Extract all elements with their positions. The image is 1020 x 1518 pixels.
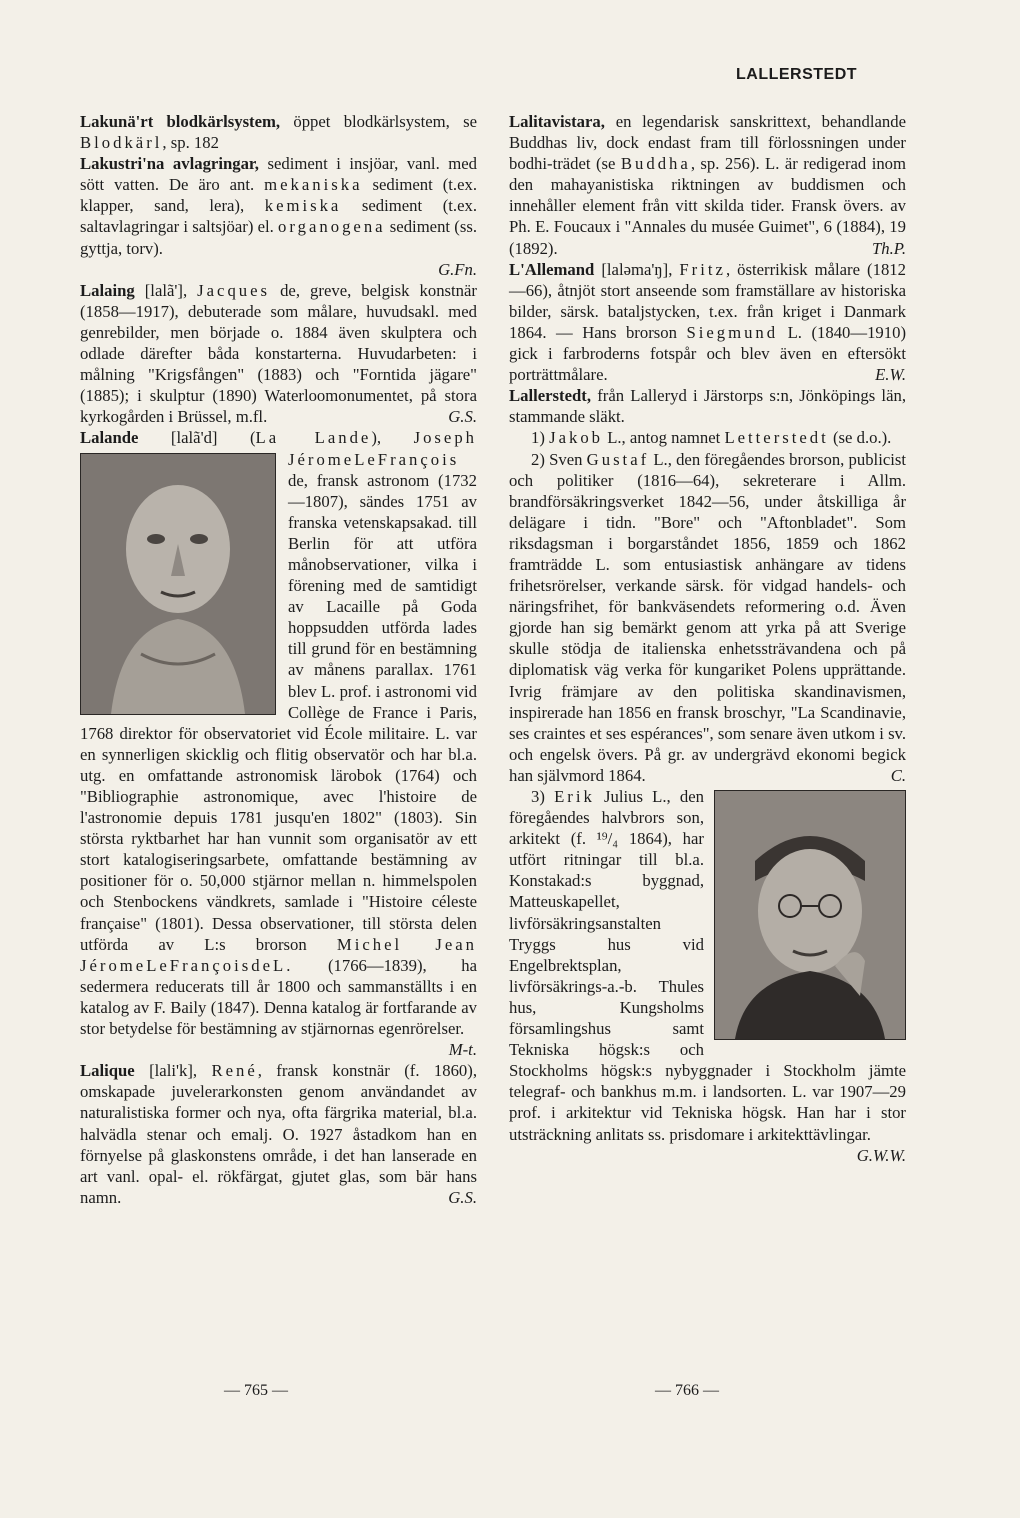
headword: Lalique xyxy=(80,1061,135,1081)
page-number-right: — 766 — xyxy=(655,1382,719,1399)
page-number-left: — 765 — xyxy=(224,1382,288,1399)
entry-text: de, fransk astronom (1732—1807), sändes 1751 av franska vetenskapsakad. till Berlin för att utföra månobservationer, vilka i förening med de samtidigt av Lacaille på Goda hoppsudden utförda lades till grund för en bestämning av månens parallax. 1761 blev L. prof. i astronomi vid Collège de France i Paris, 1768 direktor för observatoriet vid École militaire. L. var en synnerligen skicklig och flitig observatör och har bl.a. utg. en omfattande astronomisk lärobok (1764) och "Bibliographie astronomique, avec l'histoire de l'astronomie depuis 1781 jusqu'en 1802" (1803). Sin största ryktbarhet har han vunnit som organisatör av ett stort katalogiseringsarbete, omfattande bestämning av positioner för o. 50,000 stjärnor mellan n. himmelspolen och Stenbockens vändkrets, samlade i "Histoire céleste française" (1801). Dessa observationer, till största delen utförda av L:s brorson xyxy=(80,470,477,954)
entry-text: (se d.o.). xyxy=(828,428,892,448)
running-head: LALLERSTEDT xyxy=(736,66,858,83)
signature: Th.P. xyxy=(871,238,906,258)
spaced-term: organogena xyxy=(278,217,386,237)
entry-text: , österrikisk målare (1812—66), åtnjöt stort anseende som framställare av historiska bilder, särsk. bataljstycken, t.ex. från kriget i Danmark 1864. — Hans brorson xyxy=(509,259,906,342)
given-name: Jacques xyxy=(197,280,271,300)
entry-lakustrina xyxy=(80,153,477,279)
given-name: Siegmund xyxy=(686,322,779,342)
headword: L'Allemand xyxy=(509,259,595,279)
entry-text: L., antog namnet xyxy=(603,428,725,448)
cross-ref: Blodkärl xyxy=(80,133,163,153)
lallerstedt-item-1 xyxy=(509,427,906,448)
entry-lalaing xyxy=(80,280,477,428)
lallerstedt-item-3 xyxy=(509,786,906,1165)
signature: M-t. xyxy=(448,1040,477,1060)
entry-text: (1766—1839), ha sedermera reducerats till år 1800 och sammanställts i en katalog av F. Baily (1847). Denna katalog är fortfarande av stor betydelse för bestämning av stjärnornas egenrörelser. xyxy=(80,955,477,1039)
entry-text: en legendarisk sanskrittext, behandlande Buddhas liv, dock endast fram till förlossningen under bodhi-trädet (se xyxy=(509,112,906,174)
lalande-portrait-image xyxy=(80,453,276,715)
entry-text: L., den föregåendes brorson, publicist och politiker (1816—64), sekreterare i Allm. brandförsäkringsverket 1842—56, under åtskilliga år delägare i tidn. "Bore" och "Aftonbladet". Som riksdagsman i borgarståndet 1856, 1859 och 1862 framträdde L. som entusiastisk anhängare av tidens frihetsrörelser, verkande särsk. för vidgad handels- och näringsfrihet, för bankväsendets reformering o.d. Även gjorde han sig bemärkt genom att yrka på att Sverige skulle stödja de italienska enhetssträvandena och på diplomatisk väg verka för kungariket Polens upprättande. Ivrig främjare av den politiska skandinavismen, inspirerade han 1856 en fransk broschyr, "La Scandinavie, ses craintes et ses espérances", som senare även utkom i sv. och engelsk övers. På gr. av undergrävd ekonomi begick han självmord 1864. xyxy=(509,449,907,785)
entry-lallerstedt xyxy=(509,385,906,427)
item-number: 1) xyxy=(531,428,550,448)
entry-lalande xyxy=(80,427,478,1060)
given-name: Jakob xyxy=(549,428,604,448)
signature: G.W.W. xyxy=(856,1145,906,1165)
headword: Lakunä'rt blodkärlsystem, xyxy=(80,112,281,131)
given-name: Gustaf xyxy=(586,449,650,469)
entry-text: , sp. 182 xyxy=(162,133,219,153)
spaced-term: mekaniska xyxy=(264,175,363,195)
given-name: Fritz xyxy=(679,259,726,279)
entry-lallemand xyxy=(509,259,906,386)
signature: G.Fn. xyxy=(438,259,477,279)
spaced-term: kemiska xyxy=(264,196,342,216)
entry-text: de, greve, belgisk konstnär (1858—1917), debuterade som målare, huvudsakl. med genrebilder, men började o. 1884 även skulptera och odlade därefter båda konstarterna. Huvudarbeten: i målning "Krigsfången" (1883) och "Forntida jägare" (1885); i skulptur (1890) Waterloomonumentet, på stora kyrkogården i Brüssel, m.fl. xyxy=(80,280,477,427)
pronunciation: [lalã'd] ( xyxy=(138,428,256,448)
entry-lalique xyxy=(80,1060,477,1208)
cross-ref: Letterstedt xyxy=(724,428,829,448)
given-name: Joseph JéromeLeFrançois xyxy=(288,428,478,469)
pronunciation: [lalã'], xyxy=(134,280,198,300)
alt-name: La Lande xyxy=(255,428,372,448)
entry-text: från Lalleryd i Järstorps s:n, Jönköpings län, stammande släkt. xyxy=(509,386,906,427)
left-column xyxy=(80,111,477,1208)
entry-text: ), xyxy=(371,428,414,448)
signature: C. xyxy=(890,765,906,785)
headword: Lalitavistara, xyxy=(509,112,605,131)
entry-text: sediment i insjöar, vanl. med sött vatten. De äro ant. xyxy=(80,154,477,195)
entry-text: sediment (ss. gyttja, torv). xyxy=(80,217,477,258)
given-name: René xyxy=(211,1061,258,1081)
entry-lakunart xyxy=(80,111,477,153)
entry-text: sediment (t.ex. saltavlagringar i saltsjöar) el. xyxy=(80,196,477,237)
lallerstedt-item-2 xyxy=(509,449,906,787)
signature: G.S. xyxy=(448,1187,477,1207)
entry-text: sediment (t.ex. klapper, sand, lera), xyxy=(80,175,477,216)
headword: Lakustri'na avlagringar, xyxy=(80,154,259,174)
given-name: Michel Jean JéromeLeFrançoisdeL. xyxy=(80,934,478,975)
cross-ref: Buddha xyxy=(620,154,691,174)
item-number: 2) Sven xyxy=(531,449,587,469)
entry-text: öppet blodkärlsystem, se xyxy=(280,112,477,131)
entry-text: , sp. 256). L. är redigerad inom den mahayanistiska riktningen av buddismen och innehåller element från vitt skilda tider. Fransk övers. av Ph. E. Foucaux i "Annales du musée Guimet", 6 (1884), 19 (1892). xyxy=(509,154,907,258)
entry-text: Julius L., den föregåendes halvbrors son, arkitekt (f. ¹⁹/₄ 1864), har utfört ritningar till bl.a. Konstakad:s byggnad, Matteuskapellet, livförsäkringsanstalten Tryggs hus vid Engelbrektsplan, livförsäkrings-a.-b. Thules hus, Kungsholms församlingshus samt Tekniska högsk:s och Stockholms högsk:s nybyggnader i Stockholm jämte telegraf- och bankhus m.m. i landsorten. L. var 1907—29 prof. i arkitektur vid Tekniska högsk. Han har i stor utsträckning anlitats ss. prisdomare i arkitekttävlingar. xyxy=(509,787,906,1144)
headword: Lallerstedt, xyxy=(509,386,592,406)
signature: E.W. xyxy=(875,365,906,385)
pronunciation: [lali'k], xyxy=(134,1061,212,1081)
signature: G.S. xyxy=(448,407,477,427)
entry-lalitavistara xyxy=(509,111,906,259)
pronunciation: [lalәma'ŋ], xyxy=(594,259,680,279)
item-number: 3) xyxy=(531,787,555,806)
lallerstedt-portrait-image xyxy=(714,790,906,1040)
headword: Lalande xyxy=(80,428,139,448)
given-name: Erik xyxy=(554,787,595,806)
entry-text: L. (1840—1910) gick i farbroderns fotspår och blev även en eftersökt porträttmålare. xyxy=(509,322,907,385)
entry-text: , fransk konstnär (f. 1860), omskapade juvelerarkonsten genom användandet av naturalistiska former och nya, ofta färgrika material, bl.a. halvädla stenar och emalj. O. 1927 åstadkom han en förnyelse på glaskonstens område, i det han lanserade en art vanl. opal- el. rökfärgat, gjutet glas, som bär hans namn. xyxy=(80,1061,477,1207)
headword: Lalaing xyxy=(80,280,135,300)
right-column xyxy=(509,111,906,1166)
